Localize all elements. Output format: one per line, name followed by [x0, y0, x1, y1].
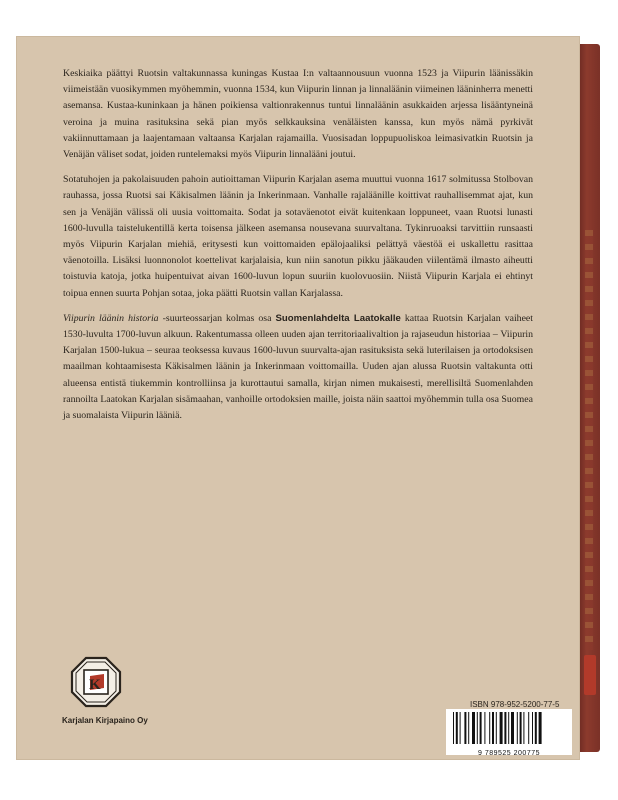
spine-title-strip [585, 230, 593, 650]
isbn-label: ISBN 978-952-5200-77-5 [470, 700, 560, 709]
series-text-part-2: kattaa Ruotsin Karjalan vaiheet 1530-luvulta 1700-luvun alkuun. Rakentumassa olleen uuden ajan territoriaalivaltion ja rajaseudun historiaa – Viipurin Karjalan 1500-lukua – seuraa teoksessa kuvaus 1600-luvun suurvalta-ajan rasituksista sekä luterilaisen ja ortodoksisen maailman kohtaamisesta Käkisalmen läänin ja Inkerinmaan voittomailla. Uuden ajan alussa Ruotsin valtakunta otti alueensa entistä tiukemmin kontrolliinsa ja kurottautui samalla, kirjan nimen mukaisesti, merellisiltä Suomenlahden rannoilta Laatokan Karjalan sisämaahan, vanhoille ortodoksien maille, joista näin saattoi myöhemmin tulla osa Suomea ja suomalaista Viipurin lääniä. [63, 312, 533, 422]
series-text-part-1: -suurteossarjan kolmas osa [158, 312, 276, 324]
book-title: Suomenlahdelta Laatokalle [275, 312, 401, 324]
barcode-digits: 9 789525 200775 [478, 750, 540, 757]
barcode-bars [451, 712, 565, 744]
publisher-logo-icon [70, 656, 122, 708]
series-title: Viipurin läänin historia [63, 312, 159, 324]
blurb-text [63, 66, 533, 433]
publisher-name: Karjalan Kirjapaino Oy [62, 716, 148, 725]
blurb-paragraph-3 [63, 311, 533, 424]
logo-letter: K [89, 677, 101, 693]
spine-red-mark [584, 655, 596, 695]
blurb-paragraph-2: Sotatuhojen ja pakolaisuuden pahoin autioittaman Viipurin Karjalan asema muuttui vuonna 1617 solmitussa Stolbovan rauhassa, jossa Ruotsi sai Käkisalmen läänin ja Inkerinmaan. Vanhalle rajaläänille koittivat rauhallisemmat ajat, kun sen ja Venäjän välissä oli uusia voittomaita. Sodat ja sotaväenotot eivät kuitenkaan loppuneet, vaan Ruotsi lunasti 1600-luvulla taistelukentillä kerta toisensa jälkeen asemansa nousevana suurvaltana. Tykinruoaksi tarvittiin runsaasti myös Viipurin Karjalan miehiä, eritysesti kun voittomaiden epälojaaliksi pelättyä väestöä ei uskallettu rasittaa väenotoilla. Lisäksi luonnonolot koettelivat karjalaisia, kun niin sanotun pikku jääkauden viilentämä ilmasto aiheutti toistuvia katoja, jotka huipentuivat aivan 1600-luvun lopun suuriin kuolovuosiin. Niistä Viipurin Karjala ei ehtinyt toipua ennen suurta Pohjan sotaa, joka päätti Ruotsin vallan Karjalassa. [63, 174, 533, 299]
blurb-paragraph-1: Keskiaika päättyi Ruotsin valtakunnassa kuningas Kustaa I:n valtaannousuun vuonna 1523 ja Viipurin läänissäkin viimeistään vuosikymmen myöhemmin, vuonna 1534, kun Viipurin linnan ja linnaläänin viimeinen lääninherra menetti asemansa. Kustaa-kuninkaan ja hänen poikiensa valtionrakennus tuntui linnaläänin asukkaiden arjessa lisääntyneinä veroina ja muina rasituksina sekä pian myös selkkauksina venäläisten kanssa, kun myös nämä pyrkivät vakiinnuttamaan ja laajentamaan valtaansa Karjalan rajamailla. Vuosisadan loppupuoliskoa leimasivatkin Ruotsin ja Venäjän väliset sodat, joiden runtelemaksi myös Viipurin linnalääni joutui. [63, 68, 533, 161]
barcode [446, 709, 572, 755]
